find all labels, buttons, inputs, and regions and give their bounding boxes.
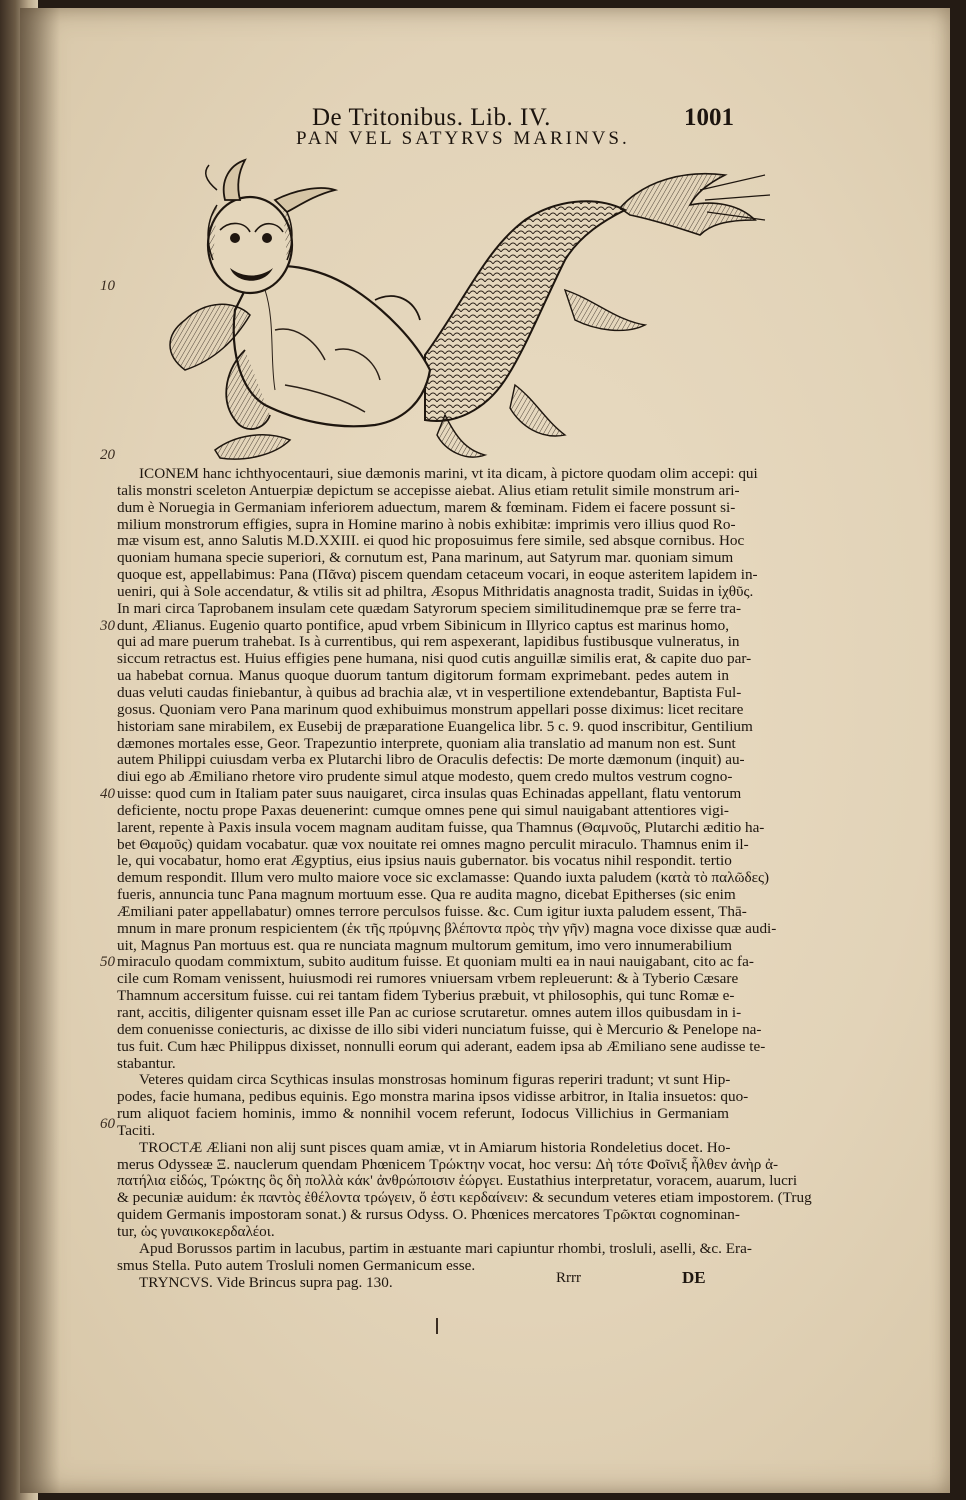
text-line: stabantur.: [117, 1054, 176, 1072]
text-line: gosus. Quoniam vero Pana marinum quod exhibuimus monstrum appellari posse diximus: licet recitare: [117, 700, 744, 718]
text-line: smus Stella. Puto autem Trosluli nomen Germanicum esse.: [117, 1256, 476, 1274]
text-line: deficiente, noctu prope Paxas deuenerint: cumque omnes pene qui simul nauigabant attentiores vigi-: [117, 801, 729, 819]
text-line: milium monstrorum effigies, supra in Homine marino à nobis exhibitæ: imprimis vero illius quod Ro-: [117, 515, 736, 533]
text-line: siccum retractus est. Huius effigies pene humana, nisi quod cutis anguillæ similis erat, & capite duo par-: [117, 650, 752, 668]
printer-mark: [436, 1318, 438, 1334]
text-line: le, qui vocabatur, homo erat Ægyptius, eius ipsius nauis gubernator. bis vocatus nihil respondit. tertio: [117, 852, 732, 870]
text-line: demum respondit. Illum vero multo maiore voce sic exclamasse: Quando iuxta paludem (κατὰ τὸ παλῶδες): [117, 869, 770, 887]
signature-mark: Rrrr: [556, 1270, 581, 1286]
text-line: historiam sane mirabilem, ex Eusebij de præparatione Euangelica libr. 5 c. 9. quod inscribitur, Gentilium: [117, 717, 753, 735]
text-line: quidem Germanis impostoram sonat.) & rursus Odyss. O. Phœnices mercatores Τρῶκται cognominan-: [117, 1206, 740, 1224]
text-line: tus fuit. Cum hæc Philippus dixisset, nonnulli eorum qui aderant, eadem ipsa ab Æmiliano sene audisse te-: [117, 1037, 766, 1055]
sea-satyr-woodcut: [125, 150, 775, 465]
text-line: Thamnum accersitum fuisse. cui rei tantam fidem Tyberius præbuit, vt philosophis, qui tunc Romæ e-: [117, 987, 735, 1005]
line-number: 30: [100, 618, 115, 634]
text-line: fueris, annuncia tunc Pana magnum mortuum esse. Qua re audita magno, dicebat Epitherses (sic enim: [117, 886, 736, 904]
text-line: merus Odysseæ Ξ. nauclerum quendam Phœnicem Τρώκτην vocat, hoc versu: Δὴ τότε Φοῖνιξ ἦλθεν ἀνὴρ ἀ-: [117, 1155, 779, 1173]
line-number: 60: [100, 1116, 115, 1132]
catchword: DE: [682, 1268, 706, 1287]
text-line: larent, repente à Paxis insula vocem magnam auditam fuisse, qua Thamnus (Θαμνοῦς, Plutarchi æditio ha-: [117, 818, 765, 836]
line-number: 20: [100, 447, 115, 463]
text-line: miraculo quodam commixtum, subito auditum fuisse. Et quoniam multi ea in naui nauigabant, cito ac fa-: [117, 953, 754, 971]
text-line: cile cum Romam venissent, huiusmodi rei rumores vniuersam vrbem repleuerunt: & à Tyberio Cæsare: [117, 970, 739, 988]
text-line: duas veluti caudas finiebantur, à quibus ad brachia alæ, vt in vespertilione extendebantur, Baptista Ful-: [117, 683, 742, 701]
text-line: uit, Magnus Pan mortuus est. qua re nunciata magnum multorum gemitum, imo vero innumerabilium: [117, 936, 732, 954]
text-line: autem Philippi cuiusdam verba ex Plutarchi libro de Oraculis defectis: De morte dæmonum (inquit) au-: [117, 751, 745, 769]
text-line: In mari circa Taprobanem insulam cete quædam Satyrorum speciem similitudinemque præ se ferre tra-: [117, 599, 742, 617]
text-line: Taciti.: [117, 1121, 156, 1139]
text-line: rum aliquot faciem hominis, immo & nonnihil vocem referunt, Iodocus Villichius in Germaniam: [117, 1105, 729, 1123]
text-line: podes, facie humana, pedibus equinis. Ego monstra marina ipsos vidisse arbitror, in Italia insuetos: quo-: [117, 1088, 749, 1106]
body-text: [117, 465, 812, 1291]
text-line: qui ad mare puerum trahebat. Is à currentibus, qui rem aspexerant, lapidibus fustibusque vulneratus, in: [117, 633, 740, 651]
text-line: mnum in mare pronum respicientem (ἐκ τῆς πρύμνης βλέποντα πρὸς τὴν γῆν) magna voce dixisse quæ audi-: [117, 919, 777, 937]
text-line: & pecuniæ auidum: ἐκ παντὸς ἐθέλοντα τρώγειν, ὅ ἐστι κερδαίνειν: & secundum veteres etiam impostorem. (Trug: [117, 1189, 812, 1207]
section-title: PAN VEL SATYRVS MARINVS.: [296, 128, 630, 149]
text-line: TRYNCVS. Vide Brincus supra pag. 130.: [139, 1273, 393, 1291]
text-line: dem conuenisse coniecturis, ac dixisse de illo sibi videri nunciatum fuisse, qui è Mercurio & Penelope na-: [117, 1020, 762, 1038]
gutter-shadow: [20, 8, 60, 1493]
text-line: mæ visum est, anno Salutis M.D.XXIII. ei quod hic proposuimus fere simile, sed absque cornibus. Hoc: [117, 532, 745, 550]
line-number: 10: [100, 278, 115, 294]
text-line: dum è Noruegia in Germaniam inferiorem aduectum, marem & fœminam. Fidem ei facere possunt si-: [117, 498, 736, 516]
text-line: diui ego ab Æmiliano rhetore viro prudente simul atque modesto, quem credo multos vestrum cogno-: [117, 768, 733, 786]
text-line: quoque est, appellabimus: Pana (Πᾶνα) piscem quendam cetaceum vocari, in eoque asteritem lapidem in-: [117, 566, 758, 584]
text-line: Veteres quidam circa Scythicas insulas monstrosas hominum figuras reperiri tradunt; vt sunt Hip-: [139, 1071, 731, 1089]
running-title: De Tritonibus. Lib. IV.: [312, 104, 551, 131]
text-line: ua habebat cornua. Manus quoque duorum tantum digitorum formam exprimebant. pedes autem in: [117, 667, 729, 685]
text-line: quoniam humana specie superiori, & cornutum est, Pana marinum, aut Satyrum mar. quoniam simum: [117, 549, 734, 567]
text-line: ICONEM hanc ichthyocentauri, siue dæmonis marini, vt ita dicam, à pictore quodam olim accepi: qui: [139, 465, 758, 482]
text-line: uisse: quod cum in Italiam pater suus nauigaret, circa insulas quas Echinadas appellant, flatu ventorum: [117, 785, 742, 803]
text-line: tur, ὡς γυναικοκερδαλέοι.: [117, 1222, 275, 1240]
line-number: 40: [100, 786, 115, 802]
text-line: Apud Borussos partim in lacubus, partim in æstuante mari capiuntur rhombi, trosluli, aselli, &c. Era-: [139, 1239, 752, 1257]
text-line: dunt, Ælianus. Eugenio quarto pontifice, apud vrbem Sibinicum in Illyrico captus est marinus homo,: [117, 616, 729, 634]
text-line: TROCTÆ Æliani non alij sunt pisces quam amiæ, vt in Amiarum historia Rondeletius docet. Ho-: [139, 1138, 731, 1156]
text-line: Æmiliani pater appellabatur) omnes terrore perculsos fuisse. &c. Cum igitur iuxta paludem essent, Thā-: [117, 902, 747, 920]
text-line: rant, accitis, diligenter quisnam esset ille Pan ac curiose scrutaretur. omnes autem illos quibusdam in i-: [117, 1004, 742, 1021]
text-line: talis monstri sceleton Antuerpiæ depictum se accepisse aiebat. Alius etiam retulit simile monstrum ari-: [117, 481, 740, 499]
text-line: πατήλια εἰδώς, Τρώκτης ὃς δὴ πολλὰ κάκ' ἀνθρώποισιν ἐώργει. Eustathius interpretatur, voracem, auarum, lucri: [117, 1172, 798, 1190]
line-number: 50: [100, 954, 115, 970]
text-line: ueniri, qui à Sole accendatur, & vtilis sit ad philtra, Æsopus Mithridatis anagnosta tradit, Suidas in ἰχθῦς.: [117, 582, 754, 600]
text-line: dæmones mortales esse, Geor. Trapezuntio interprete, quoniam alia translatio ad manum non est. Sunt: [117, 734, 736, 752]
text-line: bet Θαμοῦς) quidam vocabatur. quæ vox nouitate rei omnes magno perculit miraculo. Thamnus enim il-: [117, 835, 749, 853]
page-number: 1001: [684, 104, 734, 131]
